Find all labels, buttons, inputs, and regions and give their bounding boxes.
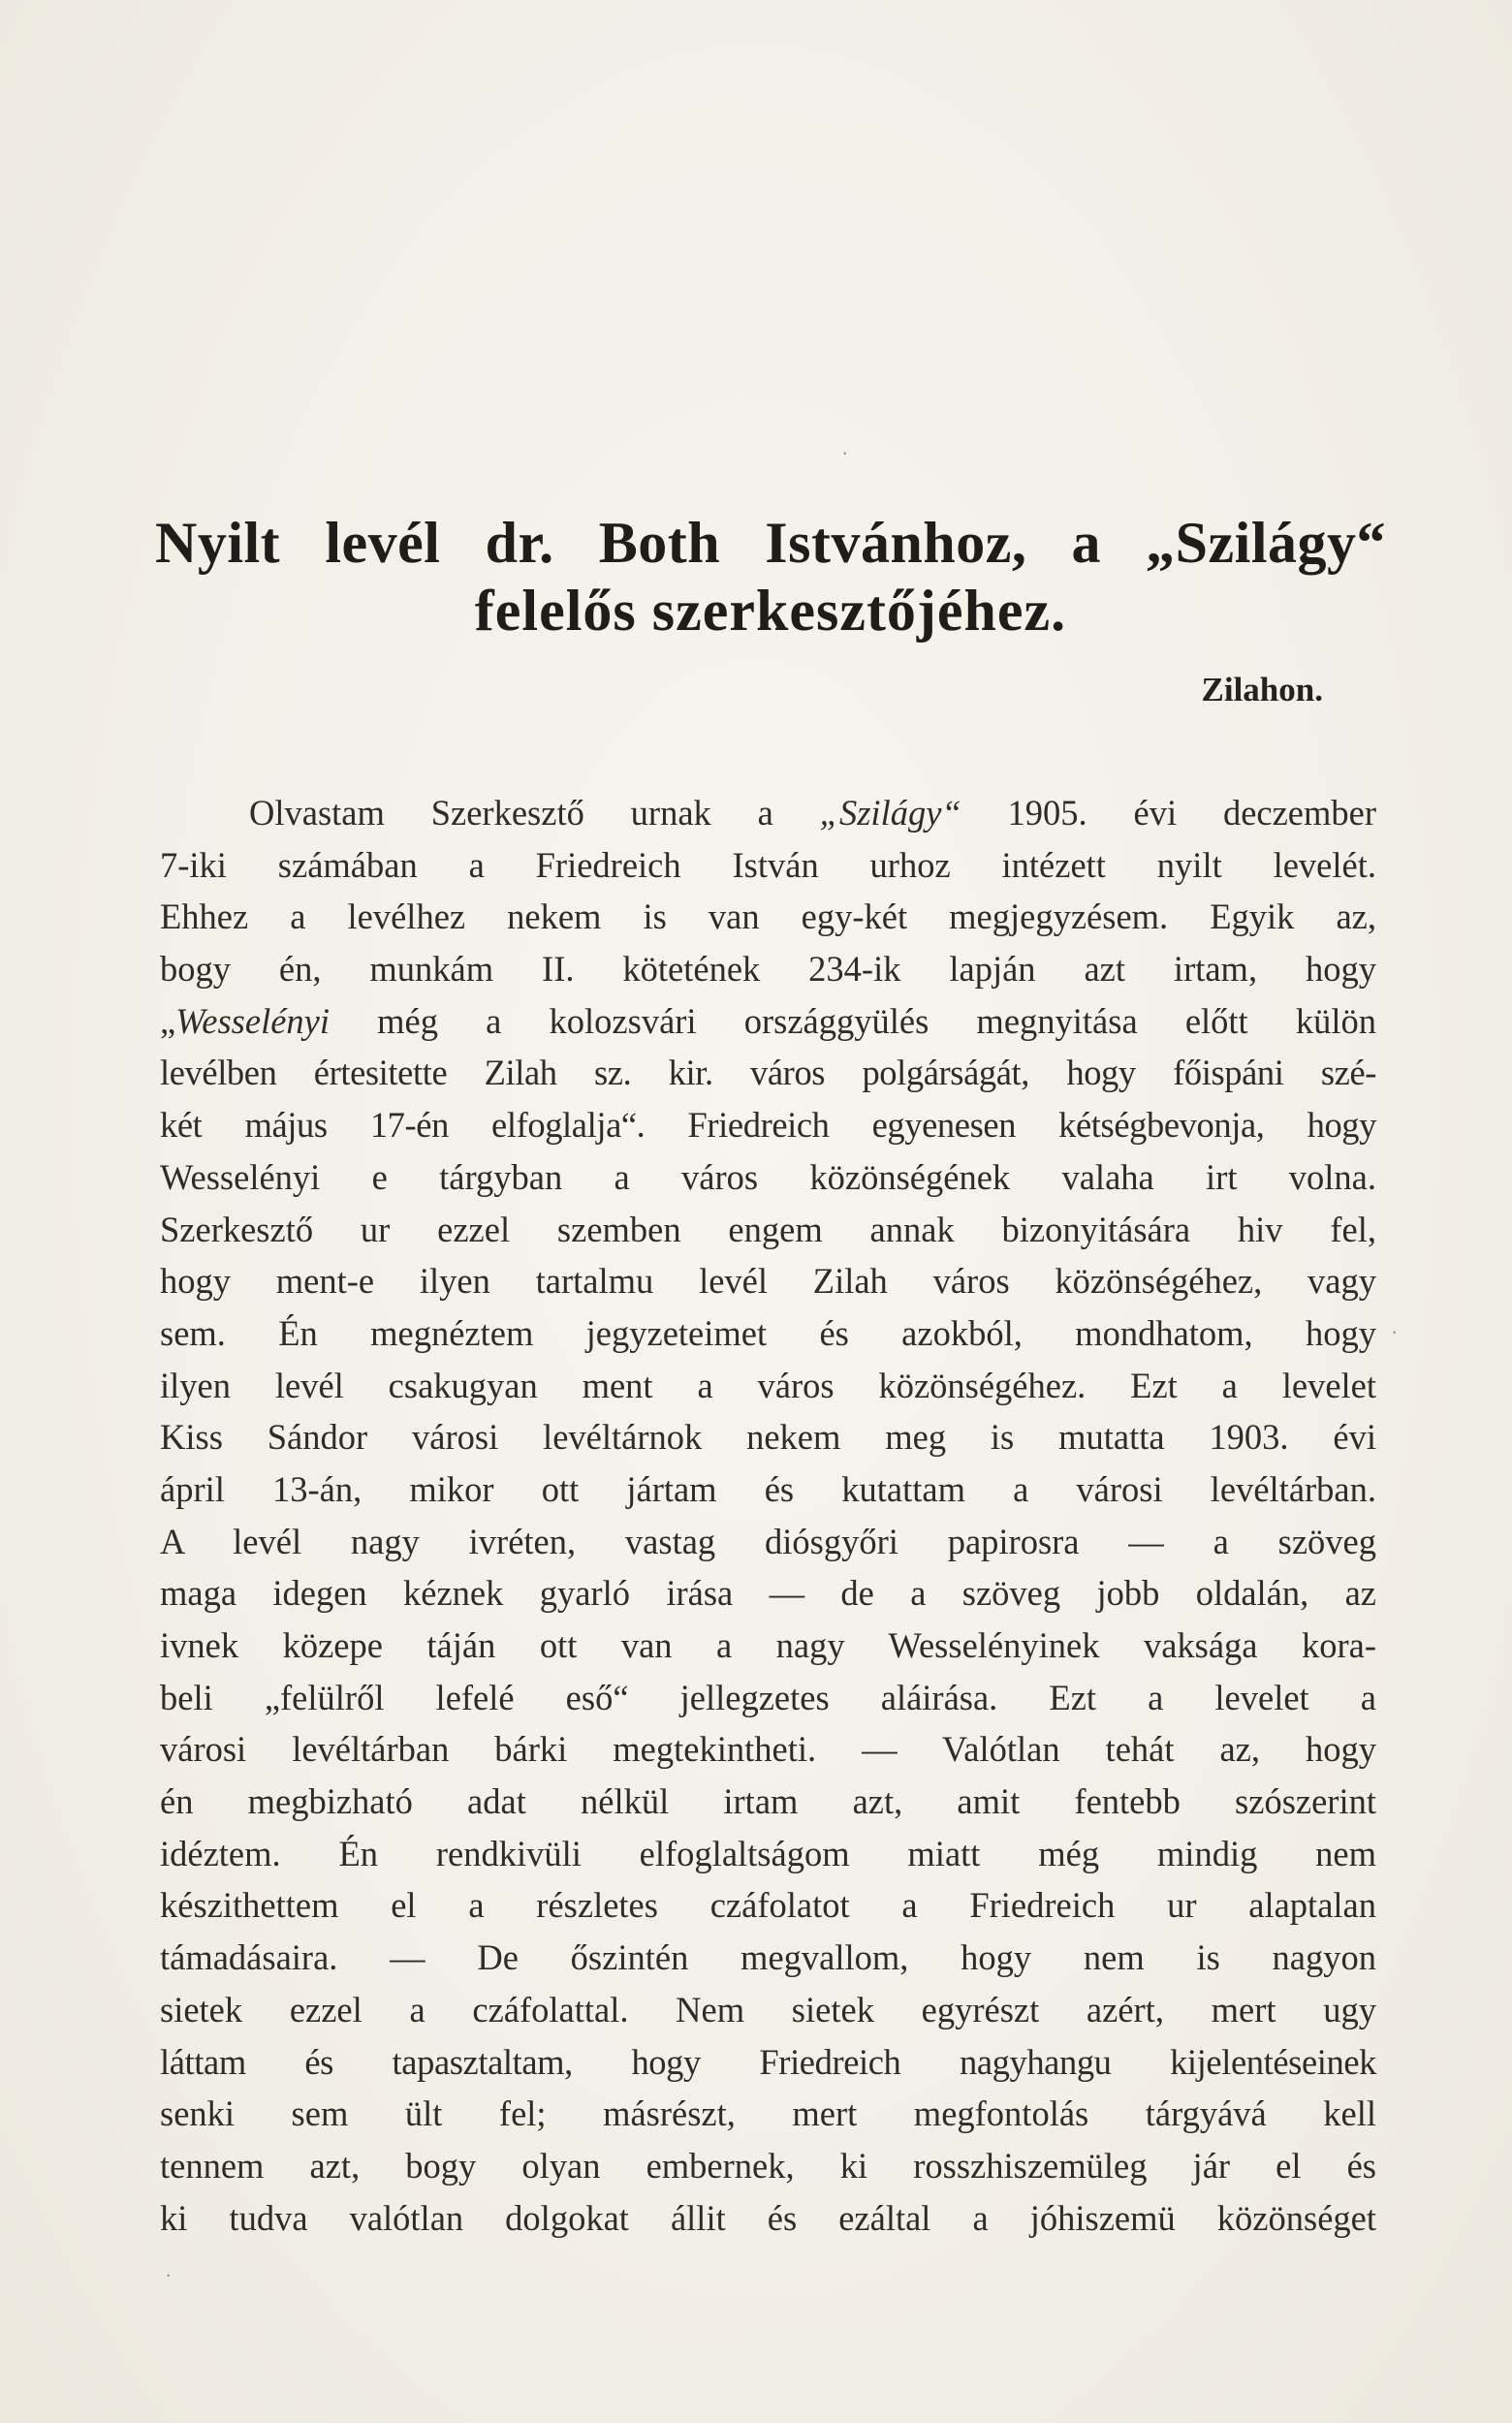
body-line: Olvastam Szerkesztő urnak a „Szilágy“ 1905. évi deczember [249, 793, 1377, 833]
body-line: „Wesselényi még a kolozsvári országgyülés megnyitása előtt külön [160, 1000, 1376, 1041]
letter-title [155, 509, 1386, 645]
body-line: beli „felülről lefelé eső“ jellegzetes aláirása. Ezt a levelet a [160, 1677, 1376, 1717]
body-line: tennem azt, bogy olyan embernek, ki rosszhiszemüleg jár el és [160, 2145, 1376, 2186]
paper-speck: · [165, 2263, 173, 2287]
body-line: senki sem ült fel; másrészt, mert megfontolás tárgyává kell [160, 2093, 1376, 2134]
body-line: városi levéltárban bárki megtekintheti. — Valótlan tehát az, hogy [160, 1729, 1376, 1770]
body-line: két május 17-én elfoglalja“. Friedreich egyenesen kétségbevonja, hogy [160, 1105, 1376, 1146]
body-line: támadásaira. — De őszintén megvallom, hogy nem is nagyon [160, 1937, 1376, 1978]
place-line: Zilahon. [1201, 671, 1323, 708]
title-line-2: felelős szerkesztőjéhez. [474, 579, 1067, 643]
body-line: A levél nagy ivréten, vastag diósgyőri papirosra — a szöveg [160, 1521, 1376, 1561]
body-line: hogy ment-e ilyen tartalmu levél Zilah város közönségéhez, vagy [160, 1261, 1376, 1302]
body-line: Kiss Sándor városi levéltárnok nekem meg is mutatta 1903. évi [160, 1417, 1376, 1458]
paper-speck: · [841, 441, 849, 465]
body-line: bogy én, munkám II. kötetének 234-ik lapján azt irtam, hogy [160, 949, 1376, 990]
emphasis-word: „Szilágy“ [819, 793, 961, 833]
body-line: Wesselényi e tárgyban a város közönségének valaha irt volna. [160, 1156, 1376, 1197]
body-line: sem. Én megnéztem jegyzeteimet és azokból, mondhatom, hogy [160, 1312, 1376, 1353]
title-line-1: Nyilt levél dr. Both Istvánhoz, a „Szilágy“ [155, 511, 1386, 575]
paper-speck: · [1391, 1320, 1399, 1344]
body-line: ápril 13-án, mikor ott jártam és kutattam a városi levéltárban. [160, 1468, 1376, 1509]
body-line: sietek ezzel a czáfolattal. Nem sietek egyrészt azért, mert ugy [160, 1989, 1376, 2030]
body-line: készithettem el a részletes czáfolatot a Friedreich ur alaptalan [160, 1885, 1376, 1926]
body-line: ki tudva valótlan dolgokat állit és ezáltal a jóhiszemü közönséget [160, 2197, 1376, 2238]
body-line: maga idegen kéznek gyarló irása — de a szöveg jobb oldalán, az [160, 1573, 1376, 1614]
body-line: Szerkesztő ur ezzel szemben engem annak bizonyitására hiv fel, [160, 1209, 1376, 1249]
body-line: én megbizható adat nélkül irtam azt, amit fentebb szószerint [160, 1781, 1376, 1822]
body-line: ilyen levél csakugyan ment a város közönségéhez. Ezt a levelet [160, 1365, 1376, 1405]
emphasis-word: Wesselényi [175, 1000, 330, 1041]
body-line: láttam és tapasztaltam, hogy Friedreich nagyhangu kijelentéseinek [160, 2041, 1376, 2082]
body-line: 7-iki számában a Friedreich István urhoz intézett nyilt levelét. [160, 844, 1376, 885]
body-line: levélben értesitette Zilah sz. kir. város polgárságát, hogy főispáni szé- [160, 1053, 1376, 1093]
letter-body [160, 787, 1376, 2244]
body-line: ivnek közepe táján ott van a nagy Wesselényinek vaksága kora- [160, 1625, 1376, 1665]
body-line: idéztem. Én rendkivüli elfoglaltságom miatt még mindig nem [160, 1833, 1376, 1873]
body-line: Ehhez a levélhez nekem is van egy-két megjegyzésem. Egyik az, [160, 897, 1376, 937]
